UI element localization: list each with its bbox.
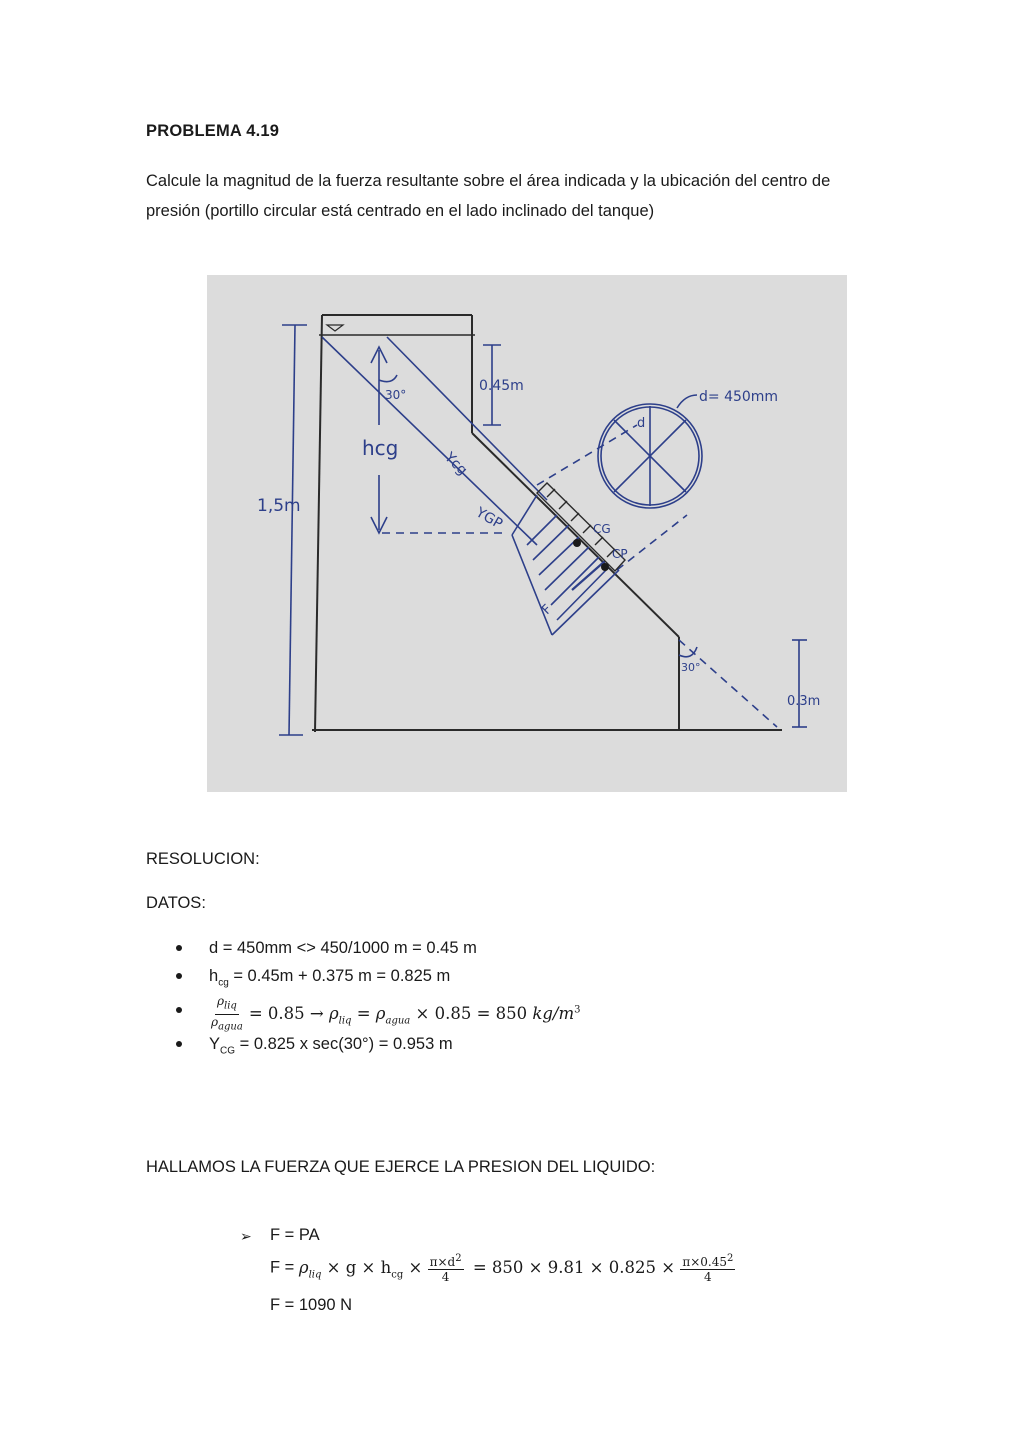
formula-f2-prefix: F = xyxy=(270,1258,299,1277)
formula-f-expanded xyxy=(270,1252,739,1284)
pi-045: π×0.45 xyxy=(682,1255,727,1269)
label-cg: CG xyxy=(593,522,611,536)
times-symbol: × xyxy=(403,1257,428,1277)
pi-d: π×d xyxy=(429,1255,456,1269)
arrow-bullet-icon: ➢ xyxy=(240,1228,252,1244)
hcg-value: = 0.45m + 0.375 m = 0.825 m xyxy=(228,967,451,985)
data-item-diameter-text: d = 450mm <> 450/1000 m = 0.45 m xyxy=(209,939,477,957)
tank-diagram xyxy=(207,275,847,792)
data-item-density xyxy=(176,990,581,1030)
rho-symbol: ρ xyxy=(375,1003,386,1023)
label-ycg: Ycg xyxy=(441,449,471,479)
ycg-symbol: Y xyxy=(209,1035,221,1053)
rho-symbol: ρ xyxy=(298,1257,309,1277)
formula-f2-mid: × g × h xyxy=(321,1257,392,1277)
area-value-denominator: 4 xyxy=(704,1270,712,1284)
label-top-offset: 0.45m xyxy=(479,378,524,394)
label-diameter: d= 450mm xyxy=(699,389,779,405)
hcg-symbol: h xyxy=(209,967,219,985)
label-d-letter: d xyxy=(637,416,646,431)
data-list xyxy=(176,934,581,1058)
density-equals: = xyxy=(351,1003,376,1023)
label-cp: CP xyxy=(612,547,628,561)
exponent-two: 2 xyxy=(726,1253,734,1264)
cg-point xyxy=(573,539,581,547)
hcg-subscript: cg xyxy=(218,977,229,989)
area-fraction xyxy=(428,1252,464,1284)
cp-point xyxy=(601,563,609,571)
rho-symbol: ρ xyxy=(328,1003,339,1023)
area-value-fraction xyxy=(680,1252,735,1284)
rho-symbol: ρ xyxy=(216,994,225,1009)
data-item-ycg xyxy=(176,1030,581,1058)
data-item-diameter xyxy=(176,934,581,962)
area-numerator xyxy=(428,1252,464,1270)
liq-subscript: liq xyxy=(224,1000,237,1012)
label-bottom-offset: 0.3m xyxy=(787,694,821,709)
tank-diagram-svg xyxy=(207,275,847,792)
formula-f2-eq: = 850 × 9.81 × 0.825 × xyxy=(467,1257,681,1277)
label-hcg: hcg xyxy=(362,436,399,460)
density-formula xyxy=(209,994,581,1032)
formula-f-pa: F = PA xyxy=(270,1226,320,1244)
ycg-subscript: CG xyxy=(220,1045,236,1057)
problem-statement: Calcule la magnitud de la fuerza resultante sobre el área indicada y la ubicación del centro de presión (portillo circular está centrado en el lado inclinado del tanque) xyxy=(146,172,831,220)
label-angle-top: 30° xyxy=(385,388,407,402)
rho-symbol: ρ xyxy=(211,1014,219,1029)
density-unit: kg/m xyxy=(532,1003,575,1023)
liq-subscript: liq xyxy=(308,1268,322,1280)
problem-title: PROBLEMA 4.19 xyxy=(146,122,280,140)
exponent-two: 2 xyxy=(455,1253,462,1264)
resolution-heading: RESOLUCION: xyxy=(146,850,260,868)
formula-f2-math xyxy=(298,1253,739,1284)
density-ratio-value: = 0.85 → xyxy=(248,1003,329,1023)
data-heading: DATOS: xyxy=(146,894,206,912)
formula-f2-sub: cg xyxy=(391,1268,404,1280)
agua-subscript: agua xyxy=(385,1014,411,1026)
label-angle-bottom: 30° xyxy=(681,661,701,674)
density-ratio-fraction xyxy=(209,994,245,1034)
formula-f-result: F = 1090 N xyxy=(270,1296,353,1314)
agua-subscript: agua xyxy=(218,1020,243,1032)
label-height-total: 1,5m xyxy=(257,496,301,516)
area-value-numerator xyxy=(680,1252,735,1270)
density-result: × 0.85 = 850 xyxy=(410,1003,533,1023)
ycg-value: = 0.825 x sec(30°) = 0.953 m xyxy=(235,1035,453,1053)
area-denominator: 4 xyxy=(441,1270,450,1284)
label-ygp: YGP xyxy=(473,504,506,533)
data-item-hcg xyxy=(176,962,581,990)
force-heading: HALLAMOS LA FUERZA QUE EJERCE LA PRESION DEL LIQUIDO: xyxy=(146,1158,656,1176)
density-unit-exponent: 3 xyxy=(574,1004,581,1015)
label-force: F xyxy=(539,601,556,618)
paper-background xyxy=(207,275,847,792)
density-ratio-numerator xyxy=(215,994,239,1014)
liq-subscript: liq xyxy=(338,1014,352,1026)
